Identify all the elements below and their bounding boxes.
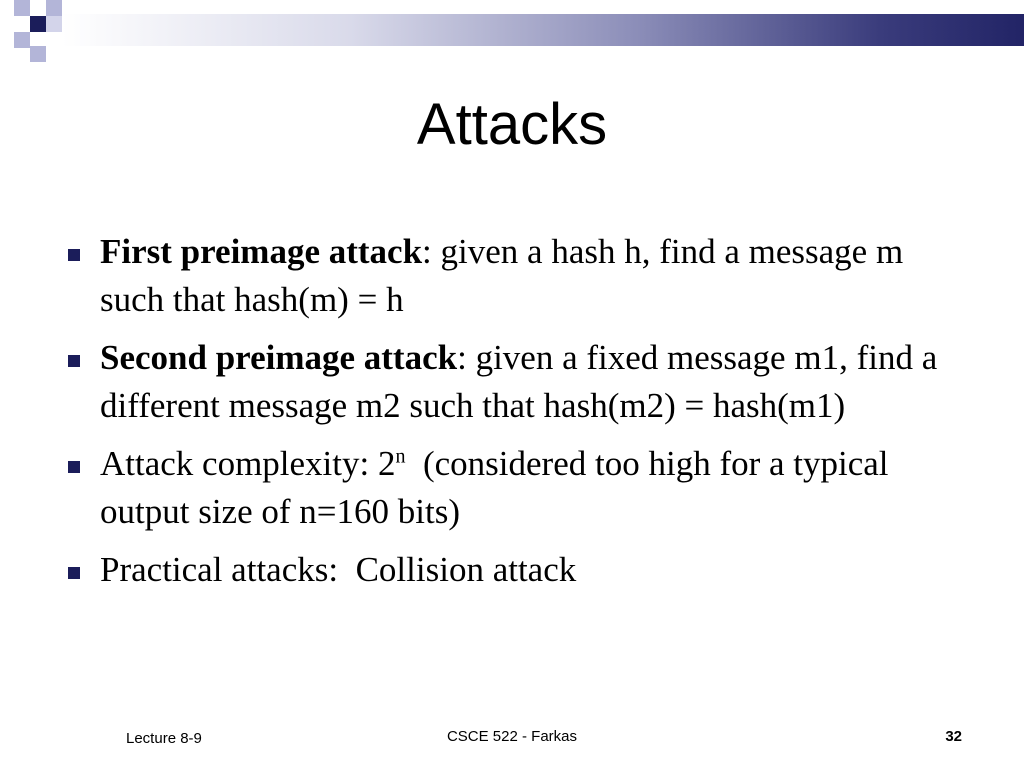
slide-content (60, 228, 970, 604)
square-bullet-icon (68, 461, 80, 473)
bullet-term: First preimage attack (100, 232, 423, 271)
slide-number: 32 (945, 728, 962, 745)
decoration-square (14, 0, 30, 16)
square-bullet-icon (68, 567, 80, 579)
decoration-square (46, 0, 62, 16)
slide-title: Attacks (416, 92, 608, 157)
bullet-text: (considered too high for a typical output size of n=160 bits) (100, 444, 898, 531)
header-gradient-bar (62, 14, 1024, 46)
footer-lecture: Lecture 8-9 (126, 730, 202, 747)
decoration-square (30, 16, 46, 32)
decoration-square (46, 16, 62, 32)
bullet-practical-attacks (60, 546, 970, 594)
bullet-term: Second preimage attack (100, 338, 458, 377)
bullet-text: Attack complexity: 2 (100, 444, 396, 483)
footer-course: CSCE 522 - Farkas (446, 728, 578, 745)
bullet-first-preimage (60, 228, 970, 324)
decoration-square (14, 16, 30, 32)
decoration-square (30, 46, 46, 62)
bullet-attack-complexity (60, 440, 970, 536)
bullet-list (60, 228, 970, 594)
square-bullet-icon (68, 249, 80, 261)
bullet-text: : given a hash h, find a message m such that hash(m) = h (100, 232, 904, 319)
bullet-second-preimage (60, 334, 970, 430)
square-bullet-icon (68, 355, 80, 367)
exponent: n (395, 445, 406, 468)
bullet-text: Practical attacks: Collision attack (100, 550, 577, 589)
bullet-text: : given a fixed message m1, find a different message m2 such that hash(m2) = hash(m1) (100, 338, 938, 425)
decoration-square (30, 0, 46, 16)
decoration-square (14, 32, 30, 48)
